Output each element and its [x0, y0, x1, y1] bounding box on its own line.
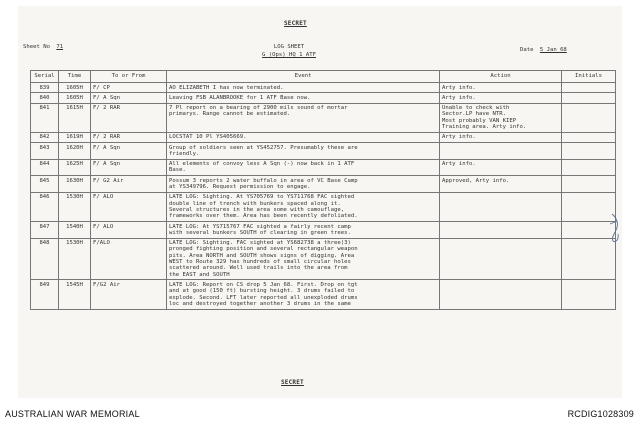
log-row: [31, 83, 616, 93]
action-cell: Unable to check with Sector.LP have NTR. Most probably VAN KIEP Training area. Arty info.: [440, 103, 562, 132]
action-cell: [440, 192, 562, 221]
initials-cell: [562, 93, 616, 103]
top-classification: SECRET: [284, 20, 307, 27]
time-cell: 1625H: [59, 159, 91, 176]
time-cell: 1540H: [59, 222, 91, 239]
initials-cell: [562, 103, 616, 132]
log-row: [31, 143, 616, 160]
serial-cell: 842: [31, 132, 59, 142]
to-from-cell: F/G2 Air: [91, 280, 167, 309]
col-serial: Serial: [31, 71, 59, 83]
initials-cell: [562, 159, 616, 176]
serial-cell: 843: [31, 143, 59, 160]
event-cell: AO ELIZABETH I has now terminated.: [167, 83, 440, 93]
time-cell: 1615H: [59, 103, 91, 132]
log-row: [31, 132, 616, 142]
log-table: [30, 70, 616, 310]
sheet-number: [23, 44, 63, 50]
serial-cell: 841: [31, 103, 59, 132]
serial-cell: 848: [31, 238, 59, 280]
event-cell: All elements of convoy less A Sqn (-) now back in 1 ATF Base.: [167, 159, 440, 176]
log-row: [31, 280, 616, 309]
time-cell: 1605H: [59, 93, 91, 103]
to-from-cell: F/ ALO: [91, 192, 167, 221]
log-row: [31, 103, 616, 132]
event-cell: Group of soldiers seen at YS452757. Presumably these are friendly.: [167, 143, 440, 160]
serial-cell: 846: [31, 192, 59, 221]
action-cell: Arty info.: [440, 132, 562, 142]
log-row: [31, 222, 616, 239]
col-event: Event: [167, 71, 440, 83]
event-cell: LATE LOG: Sighting. At YS705769 to YS711768 FAC sighted double line of trench with bunkers spaced along it. Several structures in the area some with camouflage, frameworks over them. Area has been recently defoliated.: [167, 192, 440, 221]
serial-cell: 847: [31, 222, 59, 239]
archive-name: AUSTRALIAN WAR MEMORIAL: [5, 409, 140, 419]
log-row: [31, 159, 616, 176]
action-cell: [440, 238, 562, 280]
initials-cell: [562, 83, 616, 93]
action-cell: Arty info.: [440, 93, 562, 103]
action-cell: [440, 143, 562, 160]
title-line-1: LOG SHEET: [273, 44, 305, 50]
serial-cell: 839: [31, 83, 59, 93]
initials-cell: [562, 143, 616, 160]
event-cell: Possum 3 reports 2 water buffalo in area of VC Base Camp at YS349796. Request permission to engage.: [167, 176, 440, 193]
sheet-value: 71: [56, 44, 64, 50]
to-from-cell: F/ A Sqn: [91, 159, 167, 176]
serial-cell: 844: [31, 159, 59, 176]
event-cell: Leaving FSB ALANBROOKE for 1 ATF Base now.: [167, 93, 440, 103]
serial-cell: 840: [31, 93, 59, 103]
col-time: Time: [59, 71, 91, 83]
to-from-cell: F/ 2 RAR: [91, 103, 167, 132]
action-cell: [440, 280, 562, 309]
archive-reference: RCDIG1028309: [567, 409, 634, 419]
log-row: [31, 93, 616, 103]
event-cell: LATE LOG: Report on CS drop 5 Jan 68. First. Drop on tgt and at good (150 ft) bursting height. 3 drums failed to explode. Second. LFT later reported all unexploded drums loc and destroyed together another 3 drums in the same: [167, 280, 440, 309]
action-cell: [440, 222, 562, 239]
to-from-cell: F/ A Sqn: [91, 93, 167, 103]
to-from-cell: F/ 2 RAR: [91, 132, 167, 142]
col-to-from: To or From: [91, 71, 167, 83]
log-sheet-page: [18, 6, 622, 398]
title-line-2: G (Ops) HQ 1 ATF: [262, 52, 316, 58]
to-from-cell: F/ G2 Air: [91, 176, 167, 193]
date-label: Date: [520, 47, 534, 53]
serial-cell: 849: [31, 280, 59, 309]
time-cell: 1605H: [59, 83, 91, 93]
initials-cell: [562, 280, 616, 309]
header-row: [31, 71, 616, 83]
event-cell: LOCSTAT 10 Pl YS405669.: [167, 132, 440, 142]
action-cell: Arty info.: [440, 159, 562, 176]
event-cell: LATE LOG: At YS715767 FAC sighted a fairly recent camp with several bunkers SOUTH of clearing in green trees.: [167, 222, 440, 239]
date-value: 5 Jan 68: [539, 47, 567, 53]
sheet-label: Sheet No: [23, 44, 50, 50]
initials-cell: [562, 176, 616, 193]
time-cell: 1530H: [59, 238, 91, 280]
event-cell: LATE LOG: Sighting. FAC sighted at YS682738 a three(3) pronged fighting position and several rectangular weapon pits. Area NORTH and SOUTH shows signs of digging. Area WEST to Route 329 has hundreds of small circular holes scattered around. Well used trails into the area from the EAST and SOUTH: [167, 238, 440, 280]
to-from-cell: F/ CP: [91, 83, 167, 93]
time-cell: 1619H: [59, 132, 91, 142]
event-cell: 7 Pl report on a bearing of 2900 mils sound of mortar primarys. Range cannot be estimated.: [167, 103, 440, 132]
action-cell: Approved, Arty info.: [440, 176, 562, 193]
serial-cell: 845: [31, 176, 59, 193]
time-cell: 1530H: [59, 192, 91, 221]
bottom-classification: SECRET: [281, 379, 304, 386]
sheet-date: [520, 47, 567, 53]
col-action: Action: [440, 71, 562, 83]
log-row: [31, 176, 616, 193]
initials-cell: [562, 238, 616, 280]
to-from-cell: F/ ALO: [91, 222, 167, 239]
time-cell: 1630H: [59, 176, 91, 193]
col-initials: Initials: [562, 71, 616, 83]
to-from-cell: F/ A Sqn: [91, 143, 167, 160]
time-cell: 1545H: [59, 280, 91, 309]
log-row: [31, 192, 616, 221]
action-cell: Arty info.: [440, 83, 562, 93]
handwritten-initials: [608, 212, 622, 244]
time-cell: 1620H: [59, 143, 91, 160]
to-from-cell: F/ALO: [91, 238, 167, 280]
initials-cell: [562, 132, 616, 142]
log-rows: [31, 83, 616, 310]
log-row: [31, 238, 616, 280]
